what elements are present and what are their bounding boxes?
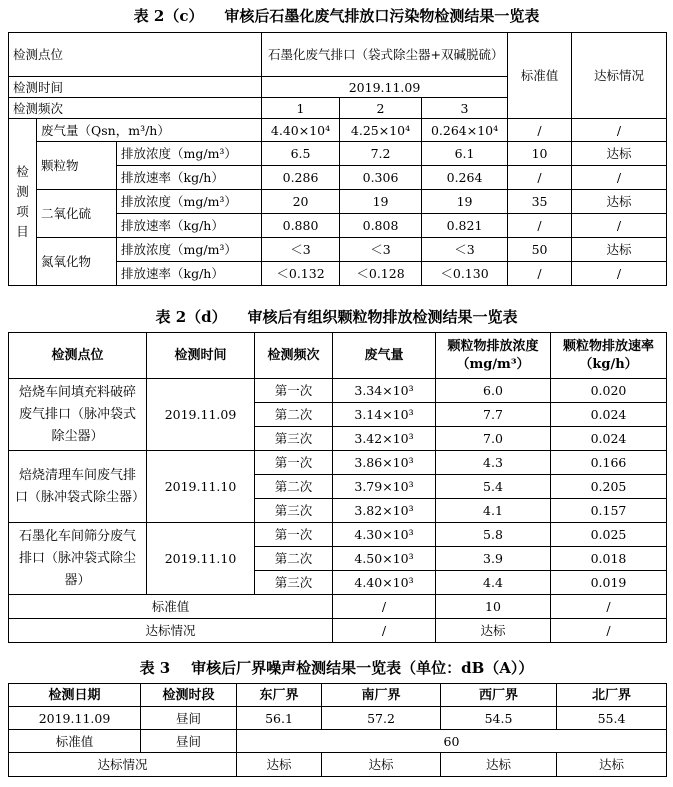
row-conc: 5.4 <box>436 475 551 499</box>
rate-v1: 0.880 <box>262 214 340 238</box>
compliance-east: 达标 <box>237 753 322 777</box>
row-freq: 第一次 <box>255 523 333 547</box>
point-value: 石墨化废气排口（袋式除尘器+双碱脱硫） <box>262 33 508 77</box>
flow-v1: 4.40×10⁴ <box>262 119 340 142</box>
table2d-caption: 表 2（d） 审核后有组织颗粒物排放检测结果一览表 <box>155 308 518 326</box>
row-conc: 6.0 <box>436 379 551 403</box>
row-flow: 4.30×10³ <box>333 523 436 547</box>
row-rate: 0.025 <box>551 523 667 547</box>
freq-2: 2 <box>340 98 422 119</box>
table3 <box>8 683 667 777</box>
flow-v3: 0.264×10⁴ <box>422 119 508 142</box>
table2d <box>8 332 667 643</box>
standard-rate: / <box>551 595 667 619</box>
rate-label: 排放速率（kg/h） <box>117 166 262 190</box>
time-value: 2019.11.09 <box>262 77 508 98</box>
conc-ok: 达标 <box>572 142 667 166</box>
standard-period: 昼间 <box>141 730 237 753</box>
header-point: 检测点位 <box>9 333 147 379</box>
row-conc: 7.7 <box>436 403 551 427</box>
row-rate: 0.018 <box>551 547 667 571</box>
compliance-conc: 达标 <box>436 619 551 643</box>
conc-v1: ＜3 <box>262 238 340 262</box>
rate-std: / <box>508 214 572 238</box>
rate-ok: / <box>572 262 667 286</box>
header-south: 南厂界 <box>322 684 441 707</box>
rate-ok: / <box>572 166 667 190</box>
conc-v2: 19 <box>340 190 422 214</box>
freq-label: 检测频次 <box>9 98 262 119</box>
row-rate: 0.020 <box>551 379 667 403</box>
standard-header: 标准值 <box>508 33 572 119</box>
rate-std: / <box>508 166 572 190</box>
row-flow: 3.42×10³ <box>333 427 436 451</box>
row-rate: 0.166 <box>551 451 667 475</box>
rate-std: / <box>508 262 572 286</box>
flow-ok: / <box>572 119 667 142</box>
header-flow: 废气量 <box>333 333 436 379</box>
rate-v2: ＜0.128 <box>340 262 422 286</box>
conc-v3: ＜3 <box>422 238 508 262</box>
rate-v3: ＜0.130 <box>422 262 508 286</box>
conc-v2: ＜3 <box>340 238 422 262</box>
rate-v1: 0.286 <box>262 166 340 190</box>
row-freq: 第一次 <box>255 379 333 403</box>
rate-ok: / <box>572 214 667 238</box>
compliance-north: 达标 <box>557 753 667 777</box>
row-conc: 7.0 <box>436 427 551 451</box>
row-flow: 3.14×10³ <box>333 403 436 427</box>
rate-v2: 0.808 <box>340 214 422 238</box>
row-rate: 0.024 <box>551 403 667 427</box>
compliance-west: 达标 <box>441 753 557 777</box>
standard-label: 标准值 <box>9 730 141 753</box>
flow-v2: 4.25×10⁴ <box>340 119 422 142</box>
conc-v3: 19 <box>422 190 508 214</box>
row-flow: 3.86×10³ <box>333 451 436 475</box>
group-date: 2019.11.10 <box>147 451 255 523</box>
row-freq: 第二次 <box>255 547 333 571</box>
group-date: 2019.11.10 <box>147 523 255 595</box>
compliance-label: 达标情况 <box>9 619 333 643</box>
header-freq: 检测频次 <box>255 333 333 379</box>
header-east: 东厂界 <box>237 684 322 707</box>
standard-value: 60 <box>237 730 667 753</box>
row-rate: 0.024 <box>551 427 667 451</box>
conc-v2: 7.2 <box>340 142 422 166</box>
conc-std: 10 <box>508 142 572 166</box>
header-conc: 颗粒物排放浓度（mg/m³） <box>436 333 551 379</box>
row-rate: 0.157 <box>551 499 667 523</box>
header-date: 检测日期 <box>9 684 141 707</box>
pollutant-name: 氮氧化物 <box>37 238 117 286</box>
compliance-flow: / <box>333 619 436 643</box>
flow-label: 废气量（Qsn，m³/h） <box>37 119 262 142</box>
header-west: 西厂界 <box>441 684 557 707</box>
header-period: 检测时段 <box>141 684 237 707</box>
pollutant-name: 二氧化硫 <box>37 190 117 238</box>
time-label: 检测时间 <box>9 77 262 98</box>
table3-caption: 表 3 审核后厂界噪声检测结果一览表（单位：dB（A）） <box>139 659 534 677</box>
items-label-text: 检测项目 <box>16 164 29 239</box>
row-period: 昼间 <box>141 707 237 730</box>
standard-label: 标准值 <box>9 595 333 619</box>
header-time: 检测时间 <box>147 333 255 379</box>
group-point: 焙烧清理车间废气排口（脉冲袋式除尘器） <box>9 451 147 523</box>
row-flow: 3.79×10³ <box>333 475 436 499</box>
row-freq: 第一次 <box>255 451 333 475</box>
conc-v1: 6.5 <box>262 142 340 166</box>
table2c-caption: 表 2（c） 审核后石墨化废气排放口污染物检测结果一览表 <box>133 7 540 25</box>
row-east: 56.1 <box>237 707 322 730</box>
conc-ok: 达标 <box>572 190 667 214</box>
row-conc: 5.8 <box>436 523 551 547</box>
group-point: 焙烧车间填充料破碎废气排口（脉冲袋式除尘器） <box>9 379 147 451</box>
items-label <box>9 119 37 286</box>
conc-label: 排放浓度（mg/m³） <box>117 142 262 166</box>
row-freq: 第二次 <box>255 403 333 427</box>
row-north: 55.4 <box>557 707 667 730</box>
conc-label: 排放浓度（mg/m³） <box>117 190 262 214</box>
row-rate: 0.019 <box>551 571 667 595</box>
standard-conc: 10 <box>436 595 551 619</box>
header-rate: 颗粒物排放速率（kg/h） <box>551 333 667 379</box>
freq-1: 1 <box>262 98 340 119</box>
conc-std: 35 <box>508 190 572 214</box>
conc-std: 50 <box>508 238 572 262</box>
row-conc: 4.4 <box>436 571 551 595</box>
standard-flow: / <box>333 595 436 619</box>
freq-3: 3 <box>422 98 508 119</box>
row-conc: 4.3 <box>436 451 551 475</box>
compliance-south: 达标 <box>322 753 441 777</box>
rate-v3: 0.821 <box>422 214 508 238</box>
row-south: 57.2 <box>322 707 441 730</box>
row-flow: 4.40×10³ <box>333 571 436 595</box>
point-label: 检测点位 <box>9 33 262 77</box>
conc-v3: 6.1 <box>422 142 508 166</box>
header-north: 北厂界 <box>557 684 667 707</box>
rate-v1: ＜0.132 <box>262 262 340 286</box>
rate-v2: 0.306 <box>340 166 422 190</box>
conc-v1: 20 <box>262 190 340 214</box>
conc-label: 排放浓度（mg/m³） <box>117 238 262 262</box>
row-freq: 第三次 <box>255 499 333 523</box>
row-date: 2019.11.09 <box>9 707 141 730</box>
compliance-label: 达标情况 <box>9 753 237 777</box>
compliance-header: 达标情况 <box>572 33 667 119</box>
rate-label: 排放速率（kg/h） <box>117 214 262 238</box>
row-freq: 第二次 <box>255 475 333 499</box>
table2c <box>8 32 667 286</box>
group-date: 2019.11.09 <box>147 379 255 451</box>
row-flow: 3.34×10³ <box>333 379 436 403</box>
rate-label: 排放速率（kg/h） <box>117 262 262 286</box>
row-conc: 3.9 <box>436 547 551 571</box>
conc-ok: 达标 <box>572 238 667 262</box>
group-point: 石墨化车间筛分废气排口（脉冲袋式除尘器） <box>9 523 147 595</box>
flow-std: / <box>508 119 572 142</box>
row-west: 54.5 <box>441 707 557 730</box>
row-flow: 4.50×10³ <box>333 547 436 571</box>
compliance-rate: / <box>551 619 667 643</box>
row-flow: 3.82×10³ <box>333 499 436 523</box>
pollutant-name: 颗粒物 <box>37 142 117 190</box>
row-conc: 4.1 <box>436 499 551 523</box>
row-rate: 0.205 <box>551 475 667 499</box>
row-freq: 第三次 <box>255 571 333 595</box>
row-freq: 第三次 <box>255 427 333 451</box>
rate-v3: 0.264 <box>422 166 508 190</box>
